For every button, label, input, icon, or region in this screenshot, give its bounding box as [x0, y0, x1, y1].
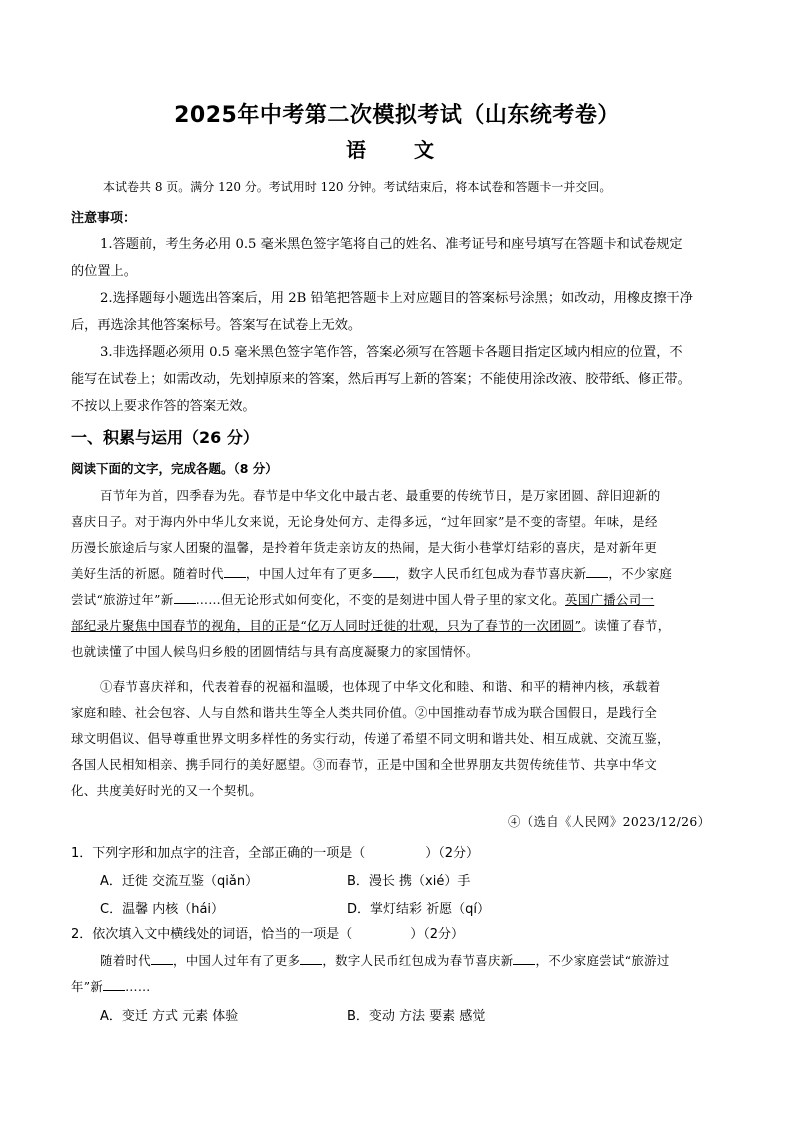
passage-source: ④（选自《人民网》2023/12/26）	[508, 814, 711, 829]
passage-line	[71, 590, 654, 608]
passage-text: ……但无论形式如何变化，不变的是刻进中国人骨子里的家文化。	[195, 592, 566, 607]
passage-text: 。读懂了春节，	[581, 618, 671, 633]
question-context-line	[71, 977, 151, 995]
notes-line: 能写在试卷上；如需改动，先划掉原来的答案，然后再写上新的答案；不能使用涂改液、胶带纸、修正带。	[71, 372, 691, 387]
fill-blank	[174, 591, 196, 604]
question-text: 1．下列字形和加点字的注音，全部正确的一项是（	[71, 846, 366, 861]
passage-line	[71, 564, 672, 582]
question-context-line	[100, 951, 670, 969]
option-c: C．温馨 内核（hái）	[100, 902, 225, 917]
section-heading: 一、积累与运用（26 分）	[71, 428, 259, 447]
passage-line	[71, 616, 670, 634]
question-text: ……	[125, 979, 151, 994]
passage-line: 喜庆日子。对于海内外中华儿女来说，无论身处何方、走得多远，“过年回家”是不变的寄望。年味，是经	[71, 514, 658, 529]
fill-blank	[373, 565, 395, 578]
question-text: ）（2分）	[410, 927, 465, 942]
fill-blank	[513, 952, 535, 965]
fill-blank	[151, 952, 173, 965]
question-stem	[71, 842, 479, 861]
underlined-sentence: 英国广播公司一	[565, 592, 655, 607]
passage-text: 美好生活的祈愿。随着时代	[71, 566, 224, 581]
notes-line: 2.选择题每小题选出答案后，用 2B 铅笔把答题卡上对应题目的答案标号涂黑；如改动，用橡皮擦干净	[100, 291, 693, 306]
fill-blank	[224, 565, 246, 578]
exam-title: 2025年中考第二次模拟考试（山东统考卷）	[174, 103, 620, 128]
passage-line: 历漫长旅途后与家人团聚的温馨，是拎着年货走亲访友的热闹，是大街小巷掌灯结彩的喜庆，是对新年更	[71, 540, 658, 555]
reading-instruction: 阅读下面的文字，完成各题。（8 分）	[71, 461, 278, 476]
option-b: B．漫长 携（xié）手	[347, 874, 471, 889]
question-text: ，中国人过年有了更多	[172, 953, 301, 968]
notes-line: 3.非选择题必须用 0.5 毫米黑色签字笔作答，答案必须写在答题卡各题目指定区域内相应的位置，不	[100, 345, 683, 360]
question-text: ，不少家庭尝试“旅游过	[535, 953, 670, 968]
notes-heading: 注意事项：	[71, 211, 137, 226]
passage-line: 化、共度美好时光的又一个契机。	[71, 783, 263, 798]
option-d: D．掌灯结彩 祈愿（qí）	[347, 902, 491, 917]
passage-line: 球文明倡议、倡导尊重世界文明多样性的务实行动，传递了希望不同文明和谐共处、相互成就、交流互鉴，	[71, 731, 670, 746]
fill-blank	[586, 565, 608, 578]
underlined-sentence: 部纪录片聚焦中国春节的视角，目的正是“亿万人同时迁徙的壮观，只为了春节的一次团圆”	[71, 618, 582, 633]
option-a: A．变迁 方式 元素 体验	[100, 1009, 239, 1024]
fill-blank	[103, 978, 125, 991]
notes-line: 不按以上要求作答的答案无效。	[71, 399, 256, 414]
notes-line: 的位置上。	[71, 264, 137, 279]
question-text: ）（2分）	[425, 846, 480, 861]
option-a: A．迁徙 交流互鉴（qiǎn）	[100, 874, 259, 889]
passage-text: ，数字人民币红包成为春节喜庆新	[395, 566, 587, 581]
question-stem	[71, 923, 464, 942]
fill-blank	[300, 952, 322, 965]
option-b: B．变动 方法 要素 感觉	[347, 1009, 486, 1024]
passage-line: 家庭和睦、社会包容、人与自然和谐共生等全人类共同价值。②中国推动春节成为联合国假日，是践行全	[71, 705, 658, 720]
notes-line: 1.答题前，考生务必用 0.5 毫米黑色签字笔将自己的姓名、准考证号和座号填写在答题卡和试卷规定	[100, 237, 683, 252]
question-text: 2．依次填入文中横线处的词语，恰当的一项是（	[71, 927, 353, 942]
passage-text: ，不少家庭	[608, 566, 673, 581]
passage-line: ①春节喜庆祥和，代表着春的祝福和温暖，也体现了中华文化和睦、和谐、和平的精神内核，承载着	[100, 679, 661, 694]
passage-line: 各国人民相知相亲、携手同行的美好愿望。③而春节，正是中国和全世界朋友共贺传统佳节、共享中华文	[71, 757, 658, 772]
passage-text: 尝试“旅游过年”新	[71, 592, 174, 607]
passage-text: ，中国人过年有了更多	[245, 566, 374, 581]
exam-intro: 本试卷共 8 页。满分 120 分。考试用时 120 分钟。考试结束后，将本试卷和答题卡一并交回。	[103, 180, 612, 194]
notes-line: 后，再选涂其他答案标号。答案写在试卷上无效。	[71, 318, 362, 333]
question-text: 随着时代	[100, 953, 151, 968]
exam-subject: 语 文	[346, 138, 448, 162]
question-text: 年”新	[71, 979, 104, 994]
passage-line: 也就读懂了中国人候鸟归乡般的团圆情结与具有高度凝聚力的家国情怀。	[71, 644, 479, 659]
question-text: ，数字人民币红包成为春节喜庆新	[322, 953, 514, 968]
passage-line: 百节年为首，四季春为先。春节是中华文化中最古老、最重要的传统节日，是万家团圆、辞旧迎新的	[100, 488, 661, 503]
